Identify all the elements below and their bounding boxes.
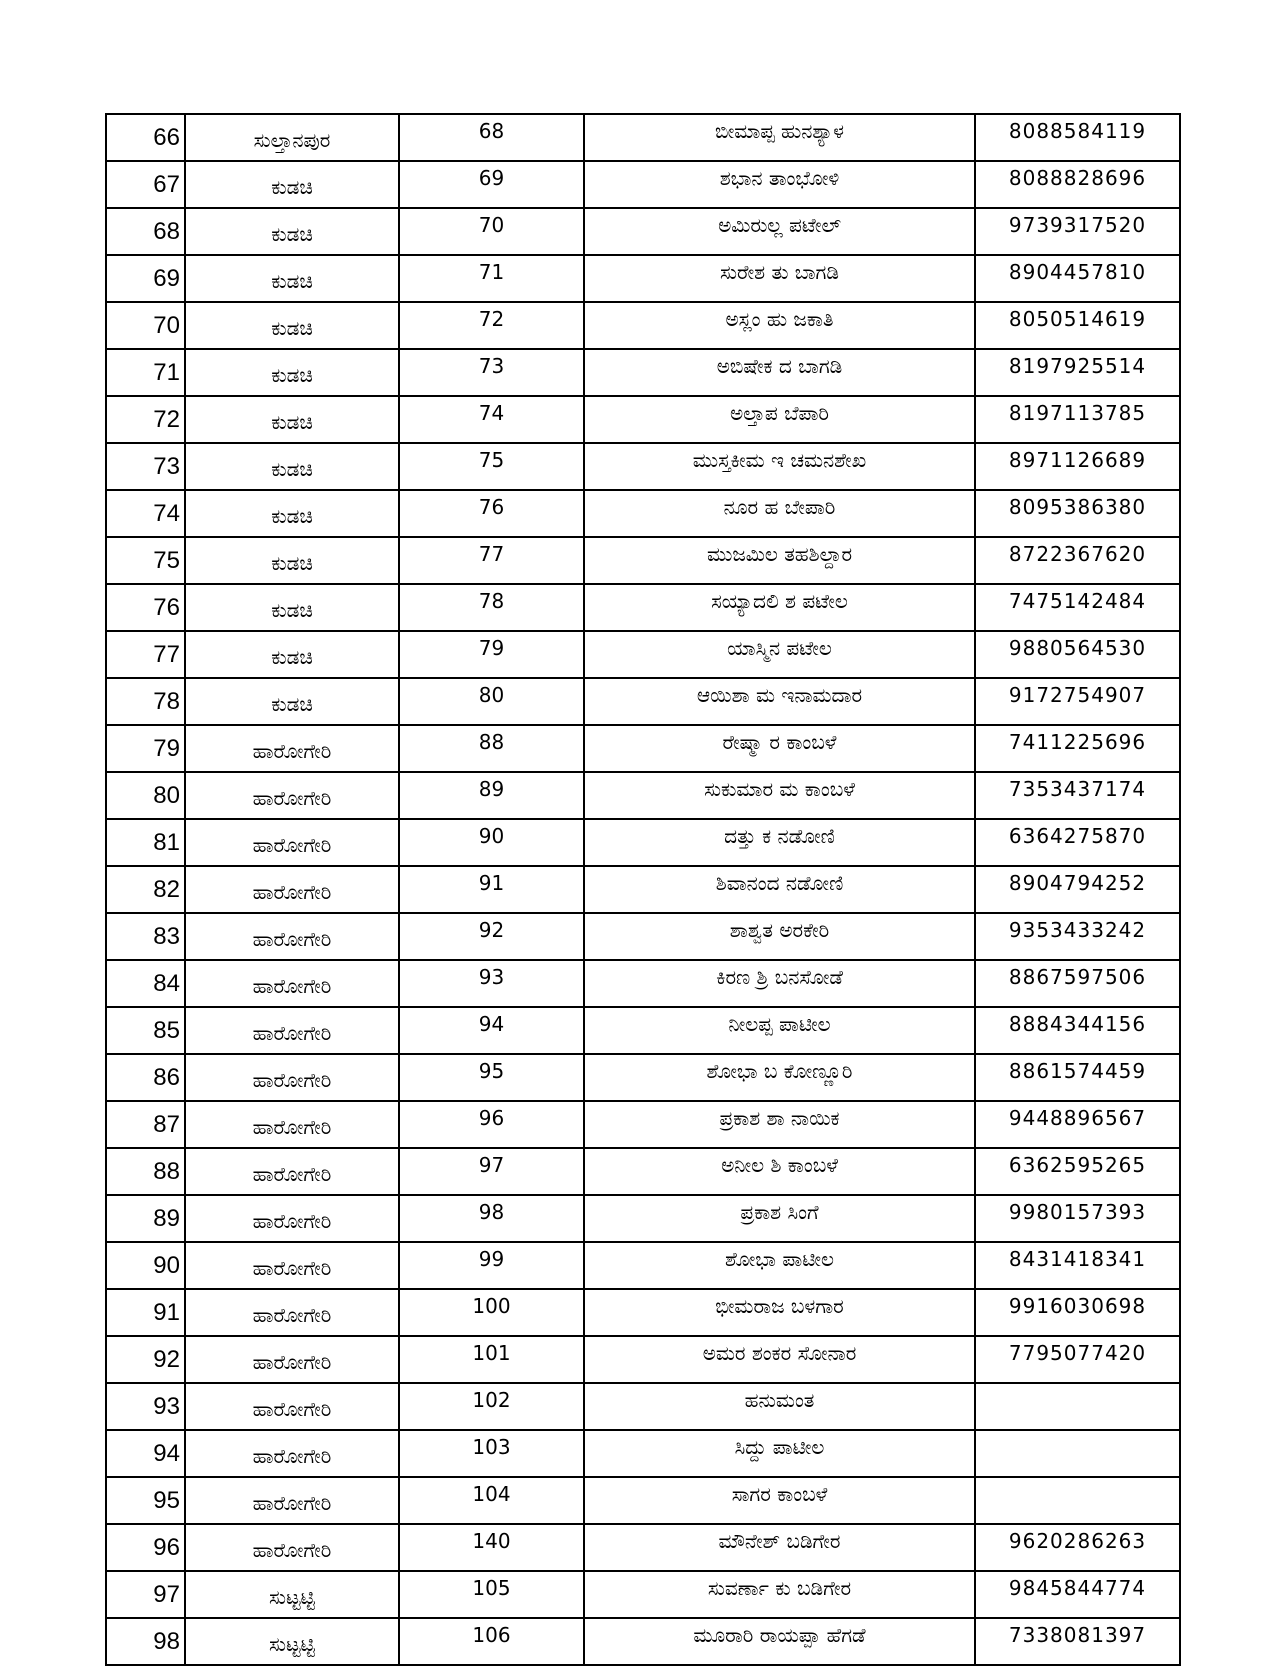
person-name-cell: ಅಸ್ಲಂ ಹು ಜಕಾತಿ (584, 302, 975, 349)
phone-number-cell: 8867597506 (975, 960, 1180, 1007)
phone-number-cell: 9739317520 (975, 208, 1180, 255)
village-cell: ಹಾರೋಗೇರಿ (185, 1289, 399, 1336)
serial-number-cell: 67 (106, 161, 185, 208)
phone-number-cell: 8197925514 (975, 349, 1180, 396)
person-name-cell: ಹನುಮಂತ (584, 1383, 975, 1430)
record-number-cell: 93 (399, 960, 584, 1007)
phone-number-cell: 8861574459 (975, 1054, 1180, 1101)
serial-number-cell: 93 (106, 1383, 185, 1430)
village-cell: ಕುಡಚಿ (185, 208, 399, 255)
serial-number-cell: 83 (106, 913, 185, 960)
person-name-cell: ಬೀಮಾಪ್ಪ ಹುನಶ್ಯಾಳ (584, 114, 975, 161)
person-name-cell: ನೀಲಪ್ಪ ಪಾಟೀಲ (584, 1007, 975, 1054)
table-row (106, 819, 1180, 866)
village-cell: ಹಾರೋಗೇರಿ (185, 913, 399, 960)
village-cell: ಹಾರೋಗೇರಿ (185, 960, 399, 1007)
table-row (106, 255, 1180, 302)
person-name-cell: ಮುಸ್ತಕೀಮ ಇ ಚಮನಶೇಖ (584, 443, 975, 490)
record-number-cell: 76 (399, 490, 584, 537)
record-number-cell: 70 (399, 208, 584, 255)
person-name-cell: ಅಲ್ತಾಪ ಬೆಪಾರಿ (584, 396, 975, 443)
serial-number-cell: 90 (106, 1242, 185, 1289)
person-name-cell: ಮೌನೇಶ್ ಬಡಿಗೇರ (584, 1524, 975, 1571)
village-cell: ಹಾರೋಗೇರಿ (185, 772, 399, 819)
person-name-cell: ಸಾಗರ ಕಾಂಬಳೆ (584, 1477, 975, 1524)
phone-number-cell: 8095386380 (975, 490, 1180, 537)
person-name-cell: ಸಿದ್ದು ಪಾಟೀಲ (584, 1430, 975, 1477)
person-name-cell: ಶಾಶ್ವತ ಅರಕೇರಿ (584, 913, 975, 960)
person-name-cell: ಶಭಾನ ತಾಂಭೋಳಿ (584, 161, 975, 208)
phone-number-cell: 8722367620 (975, 537, 1180, 584)
record-number-cell: 68 (399, 114, 584, 161)
phone-number-cell: 8050514619 (975, 302, 1180, 349)
record-number-cell: 91 (399, 866, 584, 913)
phone-number-cell: 8971126689 (975, 443, 1180, 490)
record-number-cell: 88 (399, 725, 584, 772)
record-number-cell: 72 (399, 302, 584, 349)
table-row (106, 1571, 1180, 1618)
phone-number-cell (975, 1383, 1180, 1430)
record-number-cell: 90 (399, 819, 584, 866)
village-cell: ಕುಡಚಿ (185, 443, 399, 490)
record-number-cell: 94 (399, 1007, 584, 1054)
record-number-cell: 105 (399, 1571, 584, 1618)
village-cell: ಹಾರೋಗೇರಿ (185, 1148, 399, 1195)
table-row (106, 537, 1180, 584)
village-cell: ಸುಲ್ತಾನಪುರ (185, 114, 399, 161)
table-row (106, 913, 1180, 960)
person-name-cell: ಶೋಭಾ ಬ ಕೋಣ್ಣೂರಿ (584, 1054, 975, 1101)
village-cell: ಹಾರೋಗೇರಿ (185, 1195, 399, 1242)
village-cell: ಹಾರೋಗೇರಿ (185, 1101, 399, 1148)
village-cell: ಕುಡಚಿ (185, 631, 399, 678)
record-number-cell: 96 (399, 1101, 584, 1148)
serial-number-cell: 78 (106, 678, 185, 725)
record-number-cell: 80 (399, 678, 584, 725)
record-number-cell: 140 (399, 1524, 584, 1571)
phone-number-cell: 6364275870 (975, 819, 1180, 866)
village-cell: ಹಾರೋಗೇರಿ (185, 1242, 399, 1289)
register-table (105, 113, 1181, 1666)
serial-number-cell: 66 (106, 114, 185, 161)
person-name-cell: ನೂರ ಹ ಬೇಪಾರಿ (584, 490, 975, 537)
village-cell: ಕುಡಚಿ (185, 490, 399, 537)
village-cell: ಹಾರೋಗೇರಿ (185, 866, 399, 913)
table-row (106, 1195, 1180, 1242)
person-name-cell: ಸುರೇಶ ತು ಬಾಗಡಿ (584, 255, 975, 302)
record-number-cell: 77 (399, 537, 584, 584)
table-row (106, 302, 1180, 349)
table-row (106, 1477, 1180, 1524)
phone-number-cell: 9845844774 (975, 1571, 1180, 1618)
phone-number-cell: 6362595265 (975, 1148, 1180, 1195)
person-name-cell: ಪ್ರಕಾಶ ಶಾ ನಾಯಿಕ (584, 1101, 975, 1148)
table-row (106, 584, 1180, 631)
serial-number-cell: 85 (106, 1007, 185, 1054)
village-cell: ಕುಡಚಿ (185, 678, 399, 725)
phone-number-cell: 7411225696 (975, 725, 1180, 772)
serial-number-cell: 72 (106, 396, 185, 443)
person-name-cell: ಅಮಿರುಲ್ಲ ಪಟೇಲ್ (584, 208, 975, 255)
village-cell: ಹಾರೋಗೇರಿ (185, 1383, 399, 1430)
village-cell: ಕುಡಚಿ (185, 537, 399, 584)
record-number-cell: 74 (399, 396, 584, 443)
table-row (106, 1524, 1180, 1571)
phone-number-cell: 7338081397 (975, 1618, 1180, 1665)
record-number-cell: 101 (399, 1336, 584, 1383)
record-number-cell: 92 (399, 913, 584, 960)
serial-number-cell: 74 (106, 490, 185, 537)
record-number-cell: 78 (399, 584, 584, 631)
record-number-cell: 100 (399, 1289, 584, 1336)
table-row (106, 866, 1180, 913)
serial-number-cell: 77 (106, 631, 185, 678)
serial-number-cell: 73 (106, 443, 185, 490)
phone-number-cell: 9620286263 (975, 1524, 1180, 1571)
record-number-cell: 106 (399, 1618, 584, 1665)
village-cell: ಹಾರೋಗೇರಿ (185, 1054, 399, 1101)
table-row (106, 1336, 1180, 1383)
village-cell: ಹಾರೋಗೇರಿ (185, 819, 399, 866)
phone-number-cell: 8904457810 (975, 255, 1180, 302)
record-number-cell: 71 (399, 255, 584, 302)
serial-number-cell: 84 (106, 960, 185, 1007)
village-cell: ಹಾರೋಗೇರಿ (185, 725, 399, 772)
person-name-cell: ಪ್ರಕಾಶ ಸಿಂಗೆ (584, 1195, 975, 1242)
table-row (106, 161, 1180, 208)
village-cell: ಕುಡಚಿ (185, 302, 399, 349)
serial-number-cell: 87 (106, 1101, 185, 1148)
serial-number-cell: 68 (106, 208, 185, 255)
phone-number-cell (975, 1430, 1180, 1477)
table-row (106, 1007, 1180, 1054)
record-number-cell: 69 (399, 161, 584, 208)
person-name-cell: ಮುಜಮಿಲ ತಹಶಿಲ್ದಾರ (584, 537, 975, 584)
village-cell: ಕುಡಚಿ (185, 349, 399, 396)
serial-number-cell: 88 (106, 1148, 185, 1195)
serial-number-cell: 96 (106, 1524, 185, 1571)
table-row (106, 1289, 1180, 1336)
person-name-cell: ಅಬಿಷೇಕ ದ ಬಾಗಡಿ (584, 349, 975, 396)
person-name-cell: ಅಮರ ಶಂಕರ ಸೋನಾರ (584, 1336, 975, 1383)
table-row (106, 631, 1180, 678)
person-name-cell: ಶಿವಾನಂದ ನಡೋಣಿ (584, 866, 975, 913)
phone-number-cell: 9980157393 (975, 1195, 1180, 1242)
village-cell: ಕುಡಚಿ (185, 396, 399, 443)
phone-number-cell: 9916030698 (975, 1289, 1180, 1336)
record-number-cell: 79 (399, 631, 584, 678)
village-cell: ಹಾರೋಗೇರಿ (185, 1524, 399, 1571)
table-row (106, 1618, 1180, 1665)
person-name-cell: ಸುಕುಮಾರ ಮ ಕಾಂಬಳೆ (584, 772, 975, 819)
serial-number-cell: 79 (106, 725, 185, 772)
phone-number-cell: 7475142484 (975, 584, 1180, 631)
record-number-cell: 103 (399, 1430, 584, 1477)
village-cell: ಕುಡಚಿ (185, 255, 399, 302)
table-row (106, 960, 1180, 1007)
serial-number-cell: 70 (106, 302, 185, 349)
record-number-cell: 98 (399, 1195, 584, 1242)
table-row (106, 725, 1180, 772)
phone-number-cell: 8088584119 (975, 114, 1180, 161)
serial-number-cell: 80 (106, 772, 185, 819)
serial-number-cell: 92 (106, 1336, 185, 1383)
serial-number-cell: 69 (106, 255, 185, 302)
person-name-cell: ಭೀಮರಾಜ ಬಳಗಾರ (584, 1289, 975, 1336)
serial-number-cell: 81 (106, 819, 185, 866)
serial-number-cell: 94 (106, 1430, 185, 1477)
person-name-cell: ಆಯಿಶಾ ಮ ಇನಾಮದಾರ (584, 678, 975, 725)
table-row (106, 1242, 1180, 1289)
serial-number-cell: 71 (106, 349, 185, 396)
table-row (106, 396, 1180, 443)
serial-number-cell: 82 (106, 866, 185, 913)
table-row (106, 349, 1180, 396)
village-cell: ಸುಟ್ಟಟ್ಟಿ (185, 1618, 399, 1665)
record-number-cell: 102 (399, 1383, 584, 1430)
table-row (106, 1148, 1180, 1195)
table-row (106, 772, 1180, 819)
person-name-cell: ದತ್ತು ಕ ನಡೋಣಿ (584, 819, 975, 866)
village-cell: ಹಾರೋಗೇರಿ (185, 1336, 399, 1383)
phone-number-cell: 9172754907 (975, 678, 1180, 725)
village-cell: ಕುಡಚಿ (185, 584, 399, 631)
table-row (106, 1054, 1180, 1101)
serial-number-cell: 76 (106, 584, 185, 631)
table-row (106, 1383, 1180, 1430)
table-row (106, 208, 1180, 255)
serial-number-cell: 89 (106, 1195, 185, 1242)
person-name-cell: ರೇಷ್ಮಾ ರ ಕಾಂಬಳೆ (584, 725, 975, 772)
record-number-cell: 97 (399, 1148, 584, 1195)
person-name-cell: ಸಯ್ಯಾದಲಿ ಶ ಪಟೇಲ (584, 584, 975, 631)
register-table-body (106, 114, 1180, 1665)
village-cell: ಹಾರೋಗೇರಿ (185, 1007, 399, 1054)
phone-number-cell: 8197113785 (975, 396, 1180, 443)
serial-number-cell: 75 (106, 537, 185, 584)
village-cell: ಹಾರೋಗೇರಿ (185, 1477, 399, 1524)
phone-number-cell: 8431418341 (975, 1242, 1180, 1289)
phone-number-cell: 7353437174 (975, 772, 1180, 819)
table-row (106, 1101, 1180, 1148)
table-row (106, 678, 1180, 725)
person-name-cell: ಯಾಸ್ಮಿನ ಪಟೇಲ (584, 631, 975, 678)
phone-number-cell: 8088828696 (975, 161, 1180, 208)
village-cell: ಸುಟ್ಟಟ್ಟಿ (185, 1571, 399, 1618)
record-number-cell: 104 (399, 1477, 584, 1524)
person-name-cell: ಮೂರಾರಿ ರಾಯಪ್ಪಾ ಹೆಗಡೆ (584, 1618, 975, 1665)
phone-number-cell: 8904794252 (975, 866, 1180, 913)
village-cell: ಕುಡಚಿ (185, 161, 399, 208)
person-name-cell: ಶೋಭಾ ಪಾಟೀಲ (584, 1242, 975, 1289)
person-name-cell: ಸುವರ್ಣಾ ಕು ಬಡಿಗೇರ (584, 1571, 975, 1618)
phone-number-cell: 8884344156 (975, 1007, 1180, 1054)
village-cell: ಹಾರೋಗೇರಿ (185, 1430, 399, 1477)
phone-number-cell: 9448896567 (975, 1101, 1180, 1148)
phone-number-cell: 9353433242 (975, 913, 1180, 960)
record-number-cell: 73 (399, 349, 584, 396)
record-number-cell: 95 (399, 1054, 584, 1101)
phone-number-cell: 7795077420 (975, 1336, 1180, 1383)
serial-number-cell: 98 (106, 1618, 185, 1665)
serial-number-cell: 91 (106, 1289, 185, 1336)
person-name-cell: ಅನೀಲ ಶಿ ಕಾಂಬಳೆ (584, 1148, 975, 1195)
table-row (106, 490, 1180, 537)
phone-number-cell: 9880564530 (975, 631, 1180, 678)
record-number-cell: 99 (399, 1242, 584, 1289)
serial-number-cell: 97 (106, 1571, 185, 1618)
table-row (106, 1430, 1180, 1477)
record-number-cell: 75 (399, 443, 584, 490)
record-number-cell: 89 (399, 772, 584, 819)
serial-number-cell: 95 (106, 1477, 185, 1524)
phone-number-cell (975, 1477, 1180, 1524)
person-name-cell: ಕಿರಣ ಶ್ರಿ ಬನಸೋಡೆ (584, 960, 975, 1007)
serial-number-cell: 86 (106, 1054, 185, 1101)
table-row (106, 443, 1180, 490)
table-row (106, 114, 1180, 161)
